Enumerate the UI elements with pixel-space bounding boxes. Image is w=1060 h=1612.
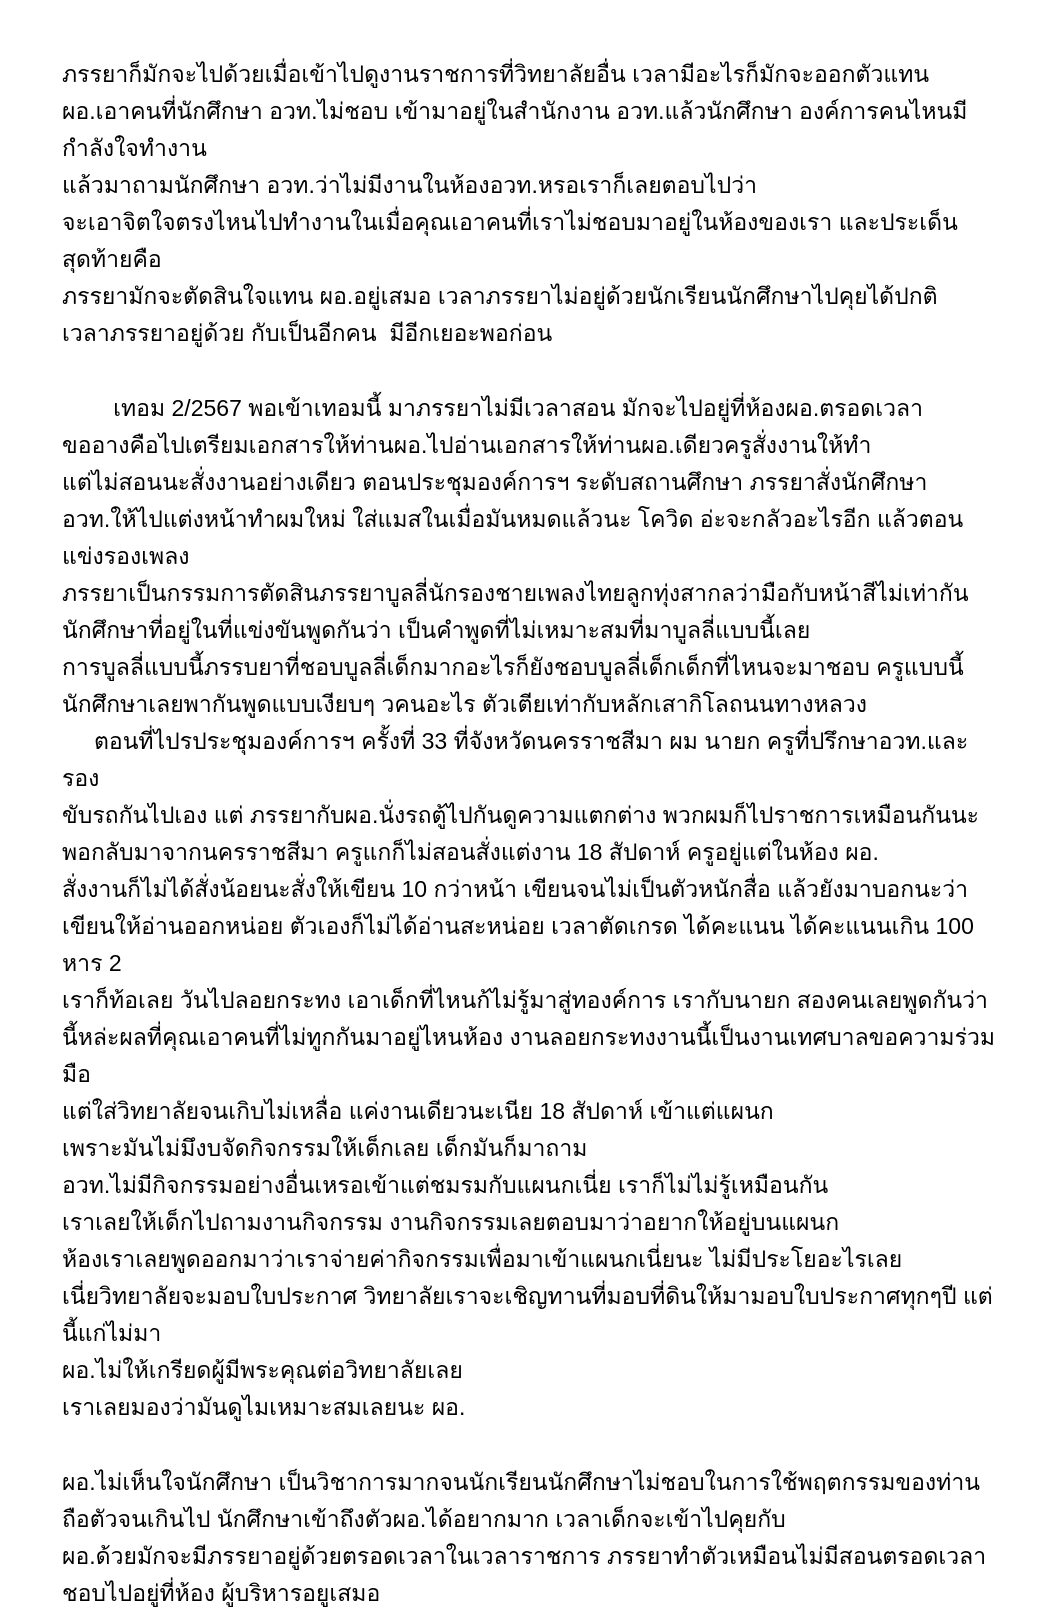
- text-line: พอกลับมาจากนครราชสีมา ครูแกก็ไม่สอนสั่งแต่งาน 18 สัปดาห์ ครูอยู่แต่ในห้อง ผอ.: [62, 839, 879, 865]
- text-line: ผอ.เอาคนที่นักศึกษา อวท.ไม่ชอบ เข้ามาอยู่ในสำนักงาน อวท.แล้วนักศึกษา องค์การคนไหนมีกำลังใจทำงาน: [62, 98, 968, 161]
- text-line: แต่ใส่วิทยาลัยจนเกิบไม่เหลื่อ แค่งานเดียวนะเนีย 18 สัปดาห์ เข้าแต่แผนก: [62, 1098, 774, 1124]
- text-line: จะเอาจิตใจตรงไหนไปทำงานในเมื่อคุณเอาคนที่เราไม่ชอบมาอยู่ในห้องของเรา และประเด็นสุดท้ายคือ: [62, 209, 958, 272]
- text-line: เทอม 2/2567 พอเข้าเทอมนี้ มาภรรยาไม่มีเวลาสอน มักจะไปอยู่ที่ห้องผอ.ตรอดเวลา: [62, 395, 924, 421]
- text-line: ภรรยาเป็นกรรมการตัดสินภรรยาบูลลี่นักรองชายเพลงไทยลูกทุ่งสากลว่ามือกับหน้าสีไม่เท่ากัน: [62, 580, 969, 606]
- text-line: ชอบไปอยู่ที่ห้อง ผู้บริหารอยูเสมอ: [62, 1580, 381, 1606]
- text-line: นักศึกษาเลยพากันพูดแบบเงียบๆ วคนอะไร ตัวเตียเท่ากับหลักเสากิโลถนนทางหลวง: [62, 691, 867, 717]
- text-line: เราเลยให้เด็กไปถามงานกิจกรรม งานกิจกรรมเลยตอบมาว่าอยากให้อยู่บนแผนก: [62, 1209, 840, 1235]
- text-line: อวท.ไม่มีกิจกรรมอย่างอื่นเหรอเข้าแต่ชมรมกับแผนกเนี่ย เราก็ไม่ไม่รู้เหมือนกัน: [62, 1172, 829, 1198]
- text-line: เวลาภรรยาอยู่ด้วย กับเป็นอีกคน มีอีกเยอะพอก่อน: [62, 320, 553, 346]
- text-line: ผอ.ด้วยมักจะมีภรรยาอยู่ด้วยตรอดเวลาในเวลาราชการ ภรรยาทำตัวเหมือนไม่มีสอนตรอดเวลา: [62, 1543, 987, 1569]
- text-line: ภรรยามักจะตัดสินใจแทน ผอ.อยู่เสมอ เวลาภรรยาไม่อยู่ด้วยนักเรียนนักศึกษาไปคุยได้ปกติ: [62, 283, 938, 309]
- document-body: [62, 56, 1002, 1612]
- text-line: ถือตัวจนเกินไป นักศึกษาเข้าถึงตัวผอ.ได้อยากมาก เวลาเด็กจะเข้าไปคุยกับ: [62, 1506, 786, 1532]
- text-line: ผอ.ไม่ให้เกรียดผู้มีพระคุณต่อวิทยาลัยเลย: [62, 1357, 463, 1383]
- paragraph: [62, 56, 1002, 352]
- text-line: แต่ไม่สอนนะสั่งงานอย่างเดียว ตอนประชุมองค์การฯ ระดับสถานศึกษา ภรรยาสั่งนักศึกษา: [62, 469, 928, 495]
- text-line: ภรรยาก็มักจะไปด้วยเมื่อเข้าไปดูงานราชการที่วิทยาลัยอื่น เวลามีอะไรก็มักจะออกตัวแทน: [62, 61, 930, 87]
- paragraph: [62, 1464, 1002, 1612]
- text-line: เพราะมันไม่มึงบจัดกิจกรรมให้เด็กเลย เด็กมันก็มาถาม: [62, 1135, 588, 1161]
- text-line: เนี่ยวิทยาลัยจะมอบใบประกาศ วิทยาลัยเราจะเชิญทานที่มอบที่ดินให้มามอบใบประกาศทุกๆปี แต่นี้แก่ไม่มา: [62, 1283, 993, 1346]
- paragraph: [62, 390, 1002, 1426]
- text-line: อวท.ให้ไปแต่งหน้าทำผมใหม่ ใส่แมสในเมื่อมันหมดแล้วนะ โควิด อ่ะจะกลัวอะไรอีก แล้วตอนแข่งรองเพลง: [62, 506, 964, 569]
- text-line: นักศึกษาที่อยู่ในที่แข่งขันพูดกันว่า เป็นคำพูดที่ไม่เหมาะสมที่มาบูลลี่แบบนี้เลย: [62, 617, 811, 643]
- text-line: สั่งงานก็ไม่ได้สั่งน้อยนะสั่งให้เขียน 10 กว่าหน้า เขียนจนไม่เป็นตัวหนักสื่อ แล้วยังมาบอกนะว่า: [62, 876, 969, 902]
- text-line: นี้หล่ะผลที่คุณเอาคนที่ไม่ทูกกันมาอยู่ไหนห้อง งานลอยกระทงงานนี้เป็นงานเทศบาลขอความร่วมมือ: [62, 1024, 996, 1087]
- text-line: เขียนให้อ่านออกหน่อย ตัวเองก็ไม่ได้อ่านสะหน่อย เวลาตัดเกรด ได้คะแนน ได้คะแนนเกิน 100 หาร 2: [62, 913, 981, 976]
- text-line: แล้วมาถามนักศึกษา อวท.ว่าไม่มีงานในห้องอวท.หรอเราก็เลยตอบไปว่า: [62, 172, 758, 198]
- text-line: ขออางคือไปเตรียมเอกสารให้ท่านผอ.ไปอ่านเอกสารให้ท่านผอ.เดียวครูสั่งงานให้ทำ: [62, 432, 872, 458]
- text-line: ผอ.ไม่เห็นใจนักศึกษา เป็นวิชาการมากจนนักเรียนนักศึกษาไม่ชอบในการใช้พฤตกรรมของท่าน: [62, 1469, 980, 1495]
- text-line: การบูลลี่แบบนี้ภรรบยาที่ชอบบูลลี่เด็กมากอะไรก็ยังชอบบูลลี่เด็กเด็กที่ไหนจะมาชอบ ครูแบบนี้: [62, 654, 964, 680]
- text-line: ขับรถกันไปเอง แต่ ภรรยากับผอ.นั่งรถตู้ไปกันดูความแตกต่าง พวกผมก็ไปราชการเหมือนกันนะ: [62, 802, 980, 828]
- text-line: เราเลยมองว่ามันดูไมเหมาะสมเลยนะ ผอ.: [62, 1394, 466, 1420]
- text-line: ตอนที่ไปรประชุมองค์การฯ ครั้งที่ 33 ที่จังหวัดนครราชสีมา ผม นายก ครูที่ปรึกษาอวท.และรอง: [62, 728, 969, 791]
- text-line: เราก็ท้อเลย วันไปลอยกระทง เอาเด็กที่ไหนก้ไม่รู้มาสู่ทองค์การ เรากับนายก สองคนเลยพูดกันว่า: [62, 987, 988, 1013]
- text-line: ห้องเราเลยพูดออกมาว่าเราจ่ายค่ากิจกรรมเพื่อมาเข้าแผนกเนี่ยนะ ไม่มีประโยอะไรเลย: [62, 1246, 903, 1272]
